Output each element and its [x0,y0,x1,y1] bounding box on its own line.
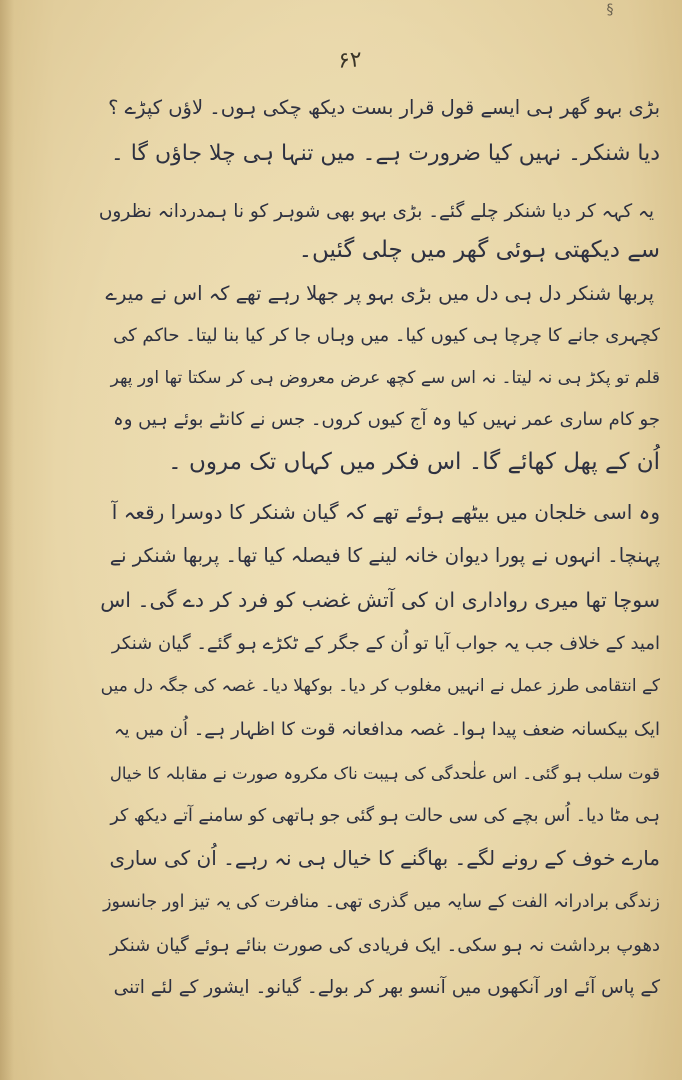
text-line: وہ اسی خلجان میں بیٹھے ہوئے تھے کہ گیان شنکر کا دوسرا رقعہ آ [111,500,660,524]
text-line: اُن کے پھل کھائے گا۔ اس فکر میں کہاں تک مروں ۔ [168,449,660,475]
text-line: پہنچا۔ انہوں نے پورا دیوان خانہ لینے کا فیصلہ کیا تھا۔ پربھا شنکر نے [109,544,660,567]
text-line: کے پاس آئے اور آنکھوں میں آنسو بھر کر بولے۔ گیانو۔ ایشور کے لئے اتنی [113,977,660,998]
text-line: جو کام ساری عمر نہیں کیا وہ آج کیوں کروں۔ جس نے کانٹے بوئے ہیں وہ [113,409,660,430]
text-line: پربھا شنکر دل ہی دل میں بڑی بہو پر جھلا رہے تھے کہ اس نے میرے [105,282,654,305]
corner-mark: § [606,2,614,18]
text-line: دھوپ برداشت نہ ہو سکی۔ ایک فریادی کی صورت بنائے ہوئے گیان شنکر [109,935,660,956]
handwritten-text-body [90,92,660,1072]
text-line: بڑی بہو گھر ہی ایسے قول قرار بست دیکھ چکی ہوں۔ لاؤں کپڑے ؟ [108,96,660,119]
text-line: یہ کہہ کر دیا شنکر چلے گئے۔ بڑی بہو بھی شوہر کو نا ہمدردانہ نظروں [98,201,654,222]
text-line: قوت سلب ہو گئی۔ اس علٰحدگی کی ہیبت ناک مکروہ صورت نے مقابلہ کا خیال [109,764,660,783]
text-line: ایک بیکسانہ ضعف پیدا ہوا۔ غصہ مدافعانہ قوت کا اظہار ہے۔ اُن میں یہ [113,719,660,740]
page-number: ۶۲ [337,47,363,74]
text-line: کچہری جانے کا چرچا ہی کیوں کیا۔ میں وہاں جا کر کیا بنا لیتا۔ حاکم کی [113,325,660,346]
text-line: کے انتقامی طرز عمل نے انہیں مغلوب کر دیا۔ بوکھلا دیا۔ غصہ کی جگہ دل میں [100,676,660,696]
text-line: زندگی برادرانہ الفت کے سایہ میں گذری تھی۔ منافرت کی یہ تیز اور جانسوز [103,892,660,912]
text-line: مارے خوف کے رونے لگے۔ بھاگنے کا خیال ہی نہ رہے۔ اُن کی ساری [109,846,660,870]
text-line: سوچا تھا میری رواداری ان کی آتش غضب کو فرد کر دے گی۔ اس [100,588,660,612]
text-line: دیا شنکر۔ نہیں کیا ضرورت ہے۔ میں تنہا ہی چلا جاؤں گا ۔ [110,141,660,166]
text-line: امید کے خلاف جب یہ جواب آیا تو اُن کے جگر کے ٹکڑے ہو گئے۔ گیان شنکر [111,633,660,654]
binding-shadow [0,0,14,1080]
text-line: ہی مٹا دیا۔ اُس بچے کی سی حالت ہو گئی جو ہاتھی کو سامنے آتے دیکھ کر [110,806,660,826]
text-line: قلم تو پکڑ ہی نہ لیتا۔ نہ اس سے کچھ عرض معروض ہی کر سکتا تھا اور پھر [110,368,660,388]
text-line: سے دیکھتی ہوئی گھر میں چلی گئیں۔ [298,237,660,263]
